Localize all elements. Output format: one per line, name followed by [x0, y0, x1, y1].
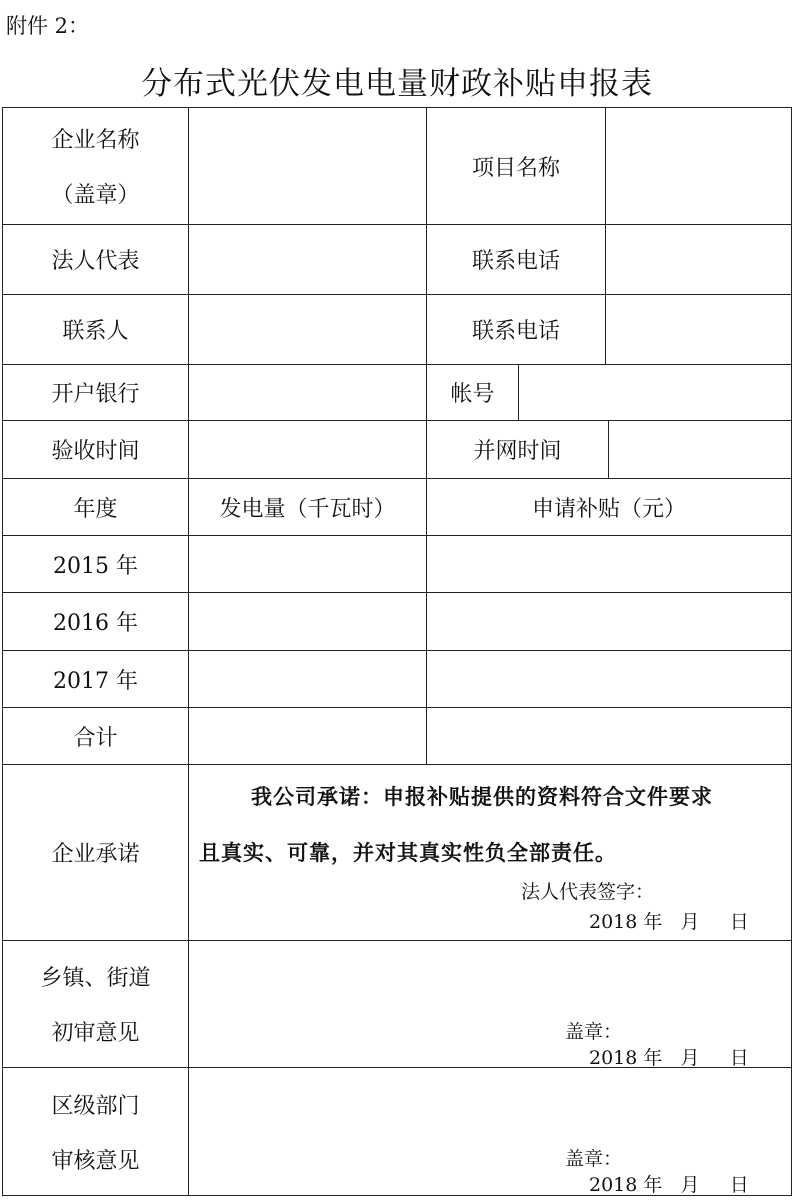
company-name-label-cell [3, 108, 189, 224]
bank-label-cell [3, 365, 189, 420]
subsidy-value[interactable] [427, 651, 791, 707]
subsidy-header: 申请补贴（元） [531, 496, 686, 522]
generation-header: 发电量（千瓦时） [189, 479, 427, 535]
district-review-date: 2018 年 月 日 [589, 1174, 749, 1196]
year-cell: 2017 年 [3, 651, 189, 707]
year-cell: 2016 年 [3, 593, 189, 650]
generation-value[interactable] [189, 651, 427, 707]
row-bank [3, 365, 791, 421]
contact-label-cell [3, 295, 189, 364]
subsidy-value[interactable] [427, 593, 791, 650]
row-company [3, 108, 791, 225]
pledge-content [189, 765, 791, 940]
project-name-label-cell [427, 108, 606, 224]
phone1-label-cell [427, 225, 606, 294]
company-name-label: 企业名称 [51, 128, 140, 153]
district-review-content[interactable] [189, 1068, 791, 1195]
total-cell: 合计 [3, 708, 189, 764]
subsidy-total-value[interactable] [427, 708, 791, 764]
town-stamp-label: 盖章： [565, 1021, 623, 1043]
phone1-value[interactable] [606, 225, 791, 294]
pledge-text-line2: 且真实、可靠，并对其真实性负全部责任。 [199, 841, 617, 865]
town-review-content[interactable] [189, 941, 791, 1067]
district-review-label-line1: 区级部门 [51, 1093, 140, 1119]
pledge-row [3, 765, 791, 941]
table-row [3, 536, 791, 593]
pledge-label: 企业承诺 [51, 842, 140, 867]
pledge-label-cell [3, 765, 189, 940]
generation-value[interactable] [189, 593, 427, 650]
bank-value[interactable] [189, 365, 427, 420]
phone2-label: 联系电话 [471, 319, 560, 344]
table-row [3, 593, 791, 651]
company-name-value[interactable] [189, 108, 427, 224]
row-legal-rep [3, 225, 791, 295]
contact-value[interactable] [189, 295, 427, 364]
town-review-label-line1: 乡镇、街道 [40, 966, 151, 991]
table-row-total [3, 708, 791, 765]
account-value[interactable] [519, 365, 791, 420]
phone1-label: 联系电话 [471, 249, 560, 274]
project-name-value[interactable] [606, 108, 791, 224]
form-title: 分布式光伏发电电量财政补贴申报表 [141, 66, 653, 102]
legal-rep-signature-label: 法人代表签字： [521, 881, 655, 903]
attachment-label: 附件 2： [6, 14, 90, 38]
year-table-header-row [3, 479, 791, 536]
town-review-label-line2: 初审意见 [51, 1021, 140, 1046]
subsidy-value[interactable] [427, 536, 791, 592]
generation-value[interactable] [189, 536, 427, 592]
district-review-row [3, 1068, 791, 1195]
legal-rep-value[interactable] [189, 225, 427, 294]
row-contact [3, 295, 791, 365]
acceptance-time-label-cell [3, 421, 189, 478]
grid-time-value[interactable] [609, 421, 791, 478]
application-form-table [2, 107, 792, 1196]
acceptance-time-label: 验收时间 [51, 439, 140, 464]
bank-label: 开户银行 [51, 382, 140, 407]
table-row [3, 651, 791, 708]
acceptance-time-value[interactable] [189, 421, 427, 478]
account-label-cell [427, 365, 519, 420]
pledge-date: 2018 年 月 日 [589, 911, 749, 933]
legal-rep-label-cell [3, 225, 189, 294]
town-review-row [3, 941, 791, 1068]
account-label: 帐号 [450, 382, 495, 407]
grid-time-label: 并网时间 [473, 439, 562, 464]
project-name-label: 项目名称 [471, 155, 560, 181]
district-stamp-label: 盖章： [565, 1148, 623, 1170]
contact-label: 联系人 [62, 319, 129, 344]
generation-total-value[interactable] [189, 708, 427, 764]
town-review-date: 2018 年 月 日 [589, 1047, 749, 1069]
grid-time-label-cell [427, 421, 609, 478]
year-cell: 2015 年 [3, 536, 189, 592]
town-review-label-cell [3, 941, 189, 1067]
district-review-label-cell [3, 1068, 189, 1195]
row-times [3, 421, 791, 479]
phone2-value[interactable] [606, 295, 791, 364]
district-review-label-line2: 审核意见 [51, 1148, 140, 1174]
year-header: 年度 [3, 479, 189, 535]
pledge-text-line1: 我公司承诺：申报补贴提供的资料符合文件要求 [251, 785, 713, 809]
legal-rep-label: 法人代表 [51, 249, 140, 274]
phone2-label-cell [427, 295, 606, 364]
company-seal-label: （盖章） [51, 183, 140, 208]
